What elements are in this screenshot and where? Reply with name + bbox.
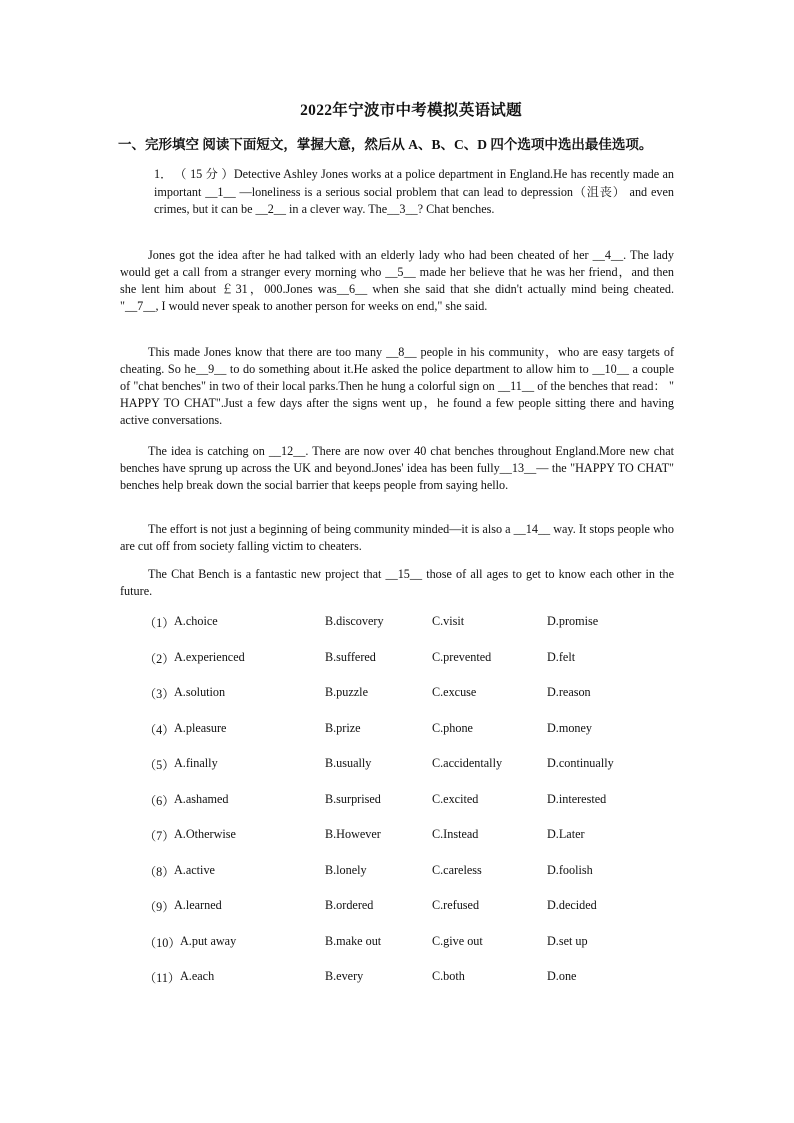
option-b: B.ordered — [325, 898, 374, 912]
option-a: A.learned — [174, 898, 222, 912]
option-c: C.refused — [432, 898, 480, 912]
option-row — [144, 792, 704, 828]
option-number: （9） — [144, 900, 175, 914]
option-d: D.decided — [547, 898, 597, 912]
passage-paragraph-1: Jones got the idea after he had talked with an elderly lady who had been cheated of her __4__. The lady would get a call from a stranger every morning who __5__ made her believe that he was her friend，and then she lent him about ￡31，000.Jones was__6__ when she said that she didn't actually mind being cheated. "__7__, I would never speak to another person for weeks on end," she said. — [120, 248, 674, 313]
option-number: （10） — [144, 935, 181, 950]
option-b: B.make out — [325, 933, 382, 948]
option-a: A.Otherwise — [174, 827, 236, 841]
option-row — [144, 969, 704, 1005]
option-number: （5） — [144, 758, 175, 772]
option-a: A.each — [180, 969, 215, 983]
option-b: B.surprised — [325, 791, 381, 806]
passage-paragraph-4: The effort is not just a beginning of being community minded—it is also a __14__ way. It stops people who are cut off from society falling victim to cheaters. — [120, 522, 674, 553]
options-list — [144, 614, 704, 1005]
option-c: C.give out — [432, 933, 483, 948]
option-number: （4） — [144, 722, 175, 737]
option-row — [144, 650, 704, 686]
option-a: A.pleasure — [174, 720, 227, 735]
option-b: B.usually — [325, 756, 372, 770]
option-a: A.choice — [174, 614, 218, 628]
option-b: B.prize — [325, 720, 361, 735]
option-d: D.continually — [547, 756, 614, 770]
option-d: D.set up — [547, 933, 588, 948]
option-row — [144, 898, 704, 934]
option-c: C.visit — [432, 614, 465, 628]
option-d: D.felt — [547, 649, 576, 664]
option-c: C.excited — [432, 791, 479, 806]
question-intro-text: （ 15 分 ）Detective Ashley Jones works at a police department in England.He has recently made an important __1__ —loneliness is a serious social problem that can lead to depression（沮丧） and even crimes, but it can be __2__ in a clever way. The__3__? Chat benches. — [154, 167, 674, 216]
option-number: （7） — [144, 829, 175, 843]
option-a: A.finally — [174, 756, 218, 770]
question-intro — [154, 166, 674, 219]
option-row — [144, 863, 704, 899]
option-a: A.experienced — [174, 649, 245, 664]
option-b: B.puzzle — [325, 685, 368, 699]
option-a: A.solution — [174, 685, 226, 699]
option-a: A.active — [174, 862, 215, 877]
option-c: C.Instead — [432, 827, 479, 841]
option-row — [144, 934, 704, 970]
option-c: C.accidentally — [432, 756, 503, 770]
option-c: C.careless — [432, 862, 482, 877]
option-row — [144, 721, 704, 757]
option-c: C.both — [432, 969, 465, 983]
option-b: B.every — [325, 969, 364, 983]
passage-paragraph-3: The idea is catching on __12__. There are now over 40 chat benches throughout England.More new chat benches have sprung up across the UK and beyond.Jones' idea has been fully__13__— the "HAPPY TO CHAT" benches help break down the social barrier that keeps people from saying hello. — [120, 444, 674, 492]
option-d: D.interested — [547, 791, 607, 806]
option-a: A.ashamed — [174, 791, 229, 806]
option-d: D.Later — [547, 827, 585, 841]
option-b: B.suffered — [325, 649, 376, 664]
option-number: （1） — [144, 616, 175, 630]
page-title: 2022年宁波市中考模拟英语试题 — [300, 102, 522, 119]
question-number: 1． — [154, 167, 173, 181]
option-d: D.foolish — [547, 862, 593, 877]
option-row — [144, 827, 704, 863]
option-number: （2） — [144, 651, 175, 666]
option-b: B.discovery — [325, 614, 384, 628]
option-b: B.lonely — [325, 862, 367, 877]
option-number: （8） — [144, 864, 175, 879]
section-heading: 一、完形填空 阅读下面短文，掌握大意，然后从 A、B、C、D 四个选项中选出最佳选项。 — [118, 137, 653, 152]
option-c: C.excuse — [432, 685, 477, 699]
option-c: C.phone — [432, 720, 473, 735]
option-d: D.reason — [547, 685, 591, 699]
option-row — [144, 685, 704, 721]
option-row — [144, 756, 704, 792]
option-number: （6） — [144, 793, 175, 808]
option-number: （3） — [144, 687, 175, 701]
passage-paragraph-2: This made Jones know that there are too many __8__ people in his community，who are easy targets of cheating. So he__9__ to do something about it.He asked the police department to allow him to __10__ a couple of "chat benches" in two of their local parks.Then he hung a colorful sign on __11__ of the benches that read： " HAPPY TO CHAT".Just a few days after the signs went up，he found a few people sitting there and having active conversations. — [120, 345, 674, 427]
option-d: D.one — [547, 969, 577, 983]
passage-paragraph-5: The Chat Bench is a fantastic new project that __15__ those of all ages to get to know each other in the future. — [120, 567, 674, 598]
option-b: B.However — [325, 827, 381, 841]
option-a: A.put away — [180, 933, 237, 948]
option-c: C.prevented — [432, 649, 492, 664]
option-d: D.money — [547, 720, 593, 735]
option-d: D.promise — [547, 614, 599, 628]
option-row — [144, 614, 704, 650]
option-number: （11） — [144, 971, 181, 985]
